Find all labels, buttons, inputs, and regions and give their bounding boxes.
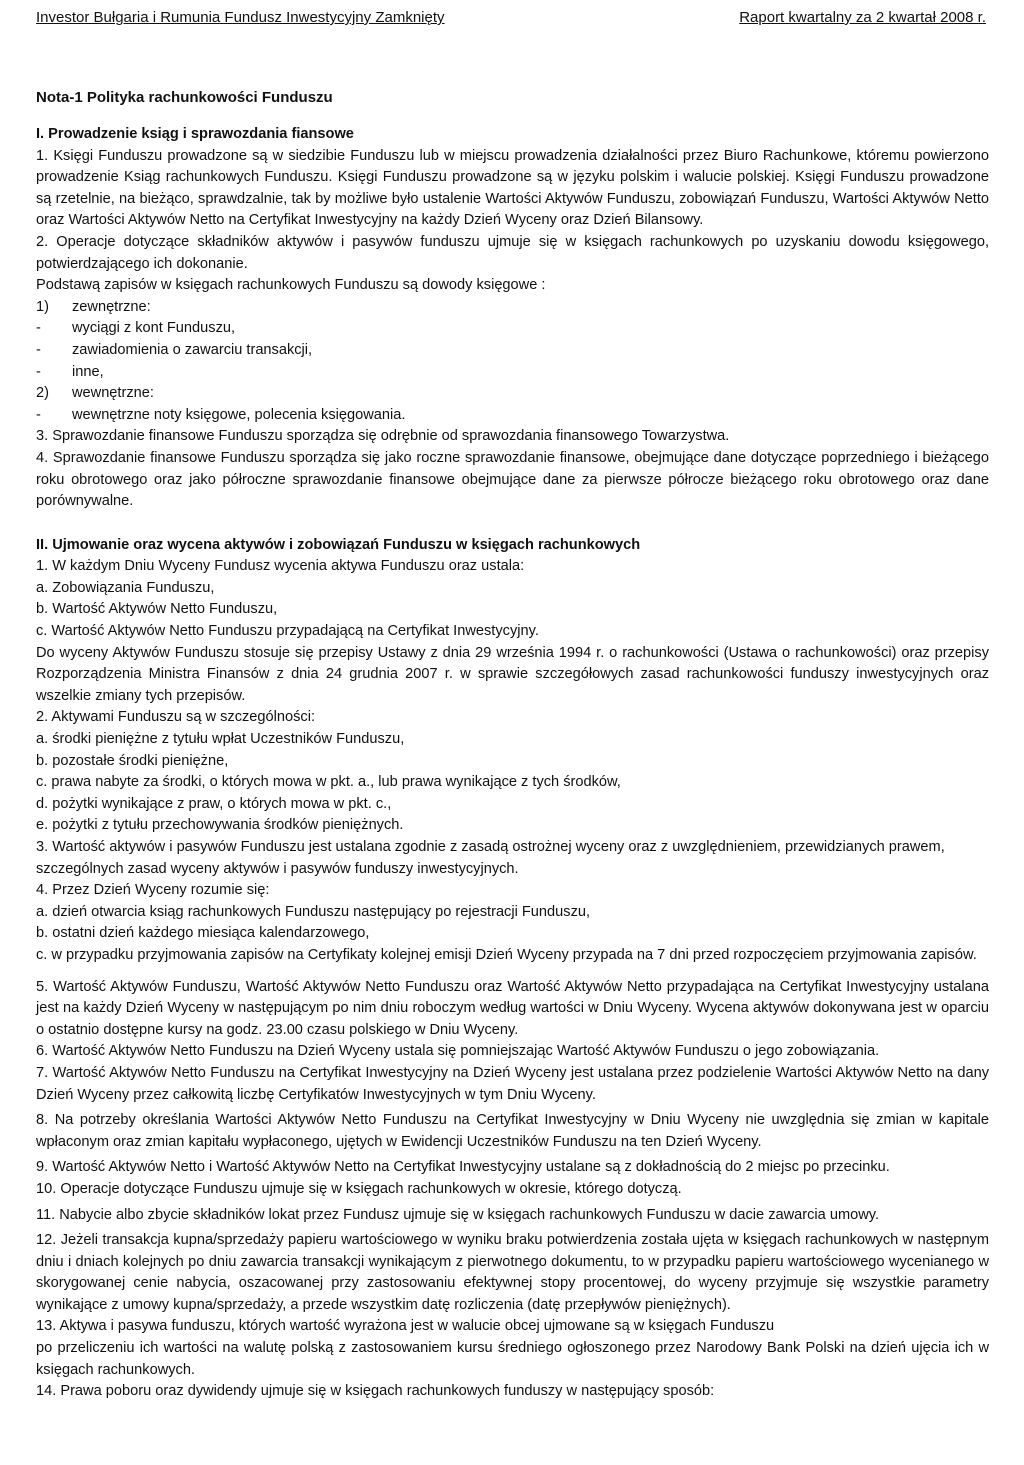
section-2-item-8: 8. Na potrzeby określania Wartości Aktywów Netto Funduszu na Certyfikat Inwestycyjny w Dniu Wyceny nie uwzględnia się zmian w kapitale wpłaconym oraz zmian kapitału wypłaconego, ujętych w Ewidencji Uczestników Funduszu na ten Dzień Wyceny. <box>36 1112 989 1150</box>
section-2-item-7: 7. Wartość Aktywów Netto Funduszu na Certyfikat Inwestycyjny na Dzień Wyceny jest ustalana przez podzielenie Wartości Aktywów Netto na dany Dzień Wyceny przez całkowitą liczbę Certyfikatów Inwestycyjnych w tym Dniu Wyceny. <box>36 1064 989 1103</box>
list-label: zewnętrzne: <box>72 298 151 315</box>
list-item-text: wyciągi z kont Funduszu, <box>72 320 236 337</box>
section-1-paragraph-1: 1. Księgi Funduszu prowadzone są w siedzibie Funduszu lub w miejscu prowadzenia działalności przez Biuro Rachunkowe, któremu powierzono prowadzenie Ksiąg rachunkowych Funduszu. Księgi Funduszu prowadzone są w języku polskim i walucie polskiej. Księgi Funduszu prowadzone są rzetelnie, na bieżąco, sprawdzalnie, tak by możliwe było ustalenie Wartości Aktywów Funduszu, zobowiązań Funduszu, Wartości Aktywów Netto oraz Wartości Aktywów Netto na Certyfikat Inwestycyjny na każdy Dzień Wyceny oraz Dzień Bilansowy. <box>36 147 989 229</box>
section-1 <box>36 124 989 1403</box>
list-item: d. pożytki wynikające z praw, o których mowa w pkt. c., <box>36 795 392 812</box>
list-item: c. prawa nabyte za środki, o których mowa w pkt. a., lub prawa wynikające z tych środków, <box>36 774 621 791</box>
section-2-item-1: 1. W każdym Dniu Wyceny Fundusz wycenia aktywa Funduszu oraz ustala: <box>36 558 525 575</box>
header-report-period: Raport kwartalny za 2 kwartał 2008 r. <box>739 9 986 26</box>
list-item <box>36 318 989 340</box>
list-item-text: wewnętrzne noty księgowe, polecenia księgowania. <box>72 406 406 423</box>
list-item: c. Wartość Aktywów Netto Funduszu przypadającą na Certyfikat Inwestycyjny. <box>36 623 539 640</box>
list-item-external <box>36 297 989 319</box>
section-2-item-14: 14. Prawa poboru oraz dywidendy ujmuje się w księgach rachunkowych funduszy w następujący sposób: <box>36 1383 715 1400</box>
list-item <box>36 362 989 384</box>
list-item: e. pożytki z tytułu przechowywania środków pieniężnych. <box>36 817 404 834</box>
list-item: b. ostatni dzień każdego miesiąca kalendarzowego, <box>36 925 370 942</box>
section-2-item-5: 5. Wartość Aktywów Funduszu, Wartość Aktywów Netto Funduszu oraz Wartość Aktywów Netto przypadająca na Certyfikat Inwestycyjny ustalana jest na każdy Dzień Wyceny w następującym po nim dniu roboczym według wartości w Dniu Wyceny. Wycena aktywów dokonywana jest w oparciu o ostatnio dostępne kursy na godz. 23.00 czasu polskiego w Dniu Wyceny. <box>36 978 989 1038</box>
note-title: Nota-1 Polityka rachunkowości Funduszu <box>36 89 333 106</box>
list-item: a. środki pieniężne z tytułu wpłat Uczestników Funduszu, <box>36 731 405 748</box>
section-2-item-13: 13. Aktywa i pasywa funduszu, których wartość wyrażona jest w walucie obcej ujmowane są w księgach Funduszu <box>36 1318 775 1335</box>
list-item: b. Wartość Aktywów Netto Funduszu, <box>36 601 278 618</box>
list-marker: 1) <box>36 298 49 315</box>
section-2-item-2: 2. Aktywami Funduszu są w szczególności: <box>36 709 316 726</box>
list-item: b. pozostałe środki pieniężne, <box>36 752 229 769</box>
list-item <box>36 340 989 362</box>
section-1-heading: I. Prowadzenie ksiąg i sprawozdania fiansowe <box>36 126 354 142</box>
section-2-item-6: 6. Wartość Aktywów Netto Funduszu na Dzień Wyceny ustala się pomniejszając Wartość Aktywów Funduszu o jego zobowiązania. <box>36 1043 880 1060</box>
dash-marker: - <box>36 363 41 380</box>
section-1-paragraph-2b: Podstawą zapisów w księgach rachunkowych Funduszu są dowody księgowe : <box>36 277 546 294</box>
list-item-text: zawiadomienia o zawarciu transakcji, <box>72 341 313 358</box>
section-1-paragraph-3: 3. Sprawozdanie finansowe Funduszu sporządza się odrębnie od sprawozdania finansowego Towarzystwa. <box>36 428 730 445</box>
section-2-heading: II. Ujmowanie oraz wycena aktywów i zobowiązań Funduszu w księgach rachunkowych <box>36 536 641 553</box>
section-2-item-13-continued: po przeliczeniu ich wartości na walutę polską z zastosowaniem kursu średniego ogłoszonego przez Narodowy Bank Polski na dzień ujęcia ich w księgach rachunkowych. <box>36 1340 989 1378</box>
list-item-internal <box>36 383 989 405</box>
section-2-item-3: 3. Wartość aktywów i pasywów Funduszu jest ustalana zgodnie z zasadą ostrożnej wyceny oraz z uwzględnieniem, przewidzianych prawem, szczególnych zasad wyceny aktywów i pasywów funduszy inwestycyjnych. <box>36 839 945 877</box>
header-fund-name: Investor Bułgaria i Rumunia Fundusz Inwestycyjny Zamknięty <box>36 9 445 26</box>
section-2-item-1-text: Do wyceny Aktywów Funduszu stosuje się przepisy Ustawy z dnia 29 września 1994 r. o rachunkowości (Ustawa o rachunkowości) oraz przepisy Rozporządzenia Ministra Finansów z dnia 24 grudnia 2007 r. w sprawie szczegółowych zasad rachunkowości funduszy inwestycyjnych oraz wszelkie zmiany tych przepisów. <box>36 644 989 704</box>
section-2-item-10: 10. Operacje dotyczące Funduszu ujmuje się w księgach rachunkowych w okresie, którego dotyczą. <box>36 1180 682 1197</box>
list-item-text: inne, <box>72 363 104 380</box>
section-2-item-9: 9. Wartość Aktywów Netto i Wartość Aktywów Netto na Certyfikat Inwestycyjny ustalane są z dokładnością do 2 miejsc po przecinku. <box>36 1159 890 1176</box>
list-marker: 2) <box>36 385 49 402</box>
section-1-paragraph-4: 4. Sprawozdanie finansowe Funduszu sporządza się jako roczne sprawozdanie finansowe, obejmujące dane dotyczące poprzedniego i bieżącego roku obrotowego oraz jako półroczne sprawozdanie finansowe obejmujące dane za pierwsze półrocze bieżącego roku obrotowego oraz dane porównywalne. <box>36 449 989 510</box>
list-item: c. w przypadku przyjmowania zapisów na Certyfikaty kolejnej emisji Dzień Wyceny przypada na 7 dni przed rozpoczęciem przyjmowania zapisów. <box>36 946 977 963</box>
list-label: wewnętrzne: <box>72 385 154 402</box>
list-item: a. Zobowiązania Funduszu, <box>36 579 215 596</box>
dash-marker: - <box>36 406 41 423</box>
list-item <box>36 405 989 427</box>
dash-marker: - <box>36 320 41 337</box>
section-2-item-11: 11. Nabycie albo zbycie składników lokat przez Fundusz ujmuje się w księgach rachunkowych Funduszu w dacie zawarcia umowy. <box>36 1206 880 1223</box>
dash-marker: - <box>36 341 41 358</box>
section-1-paragraph-2: 2. Operacje dotyczące składników aktywów i pasywów funduszu ujmuje się w księgach rachunkowych po uzyskaniu dowodu księgowego, potwierdzającego ich dokonanie. <box>36 233 989 272</box>
list-item: a. dzień otwarcia ksiąg rachunkowych Funduszu następujący po rejestracji Funduszu, <box>36 903 591 920</box>
section-2-item-12: 12. Jeżeli transakcja kupna/sprzedaży papieru wartościowego w wyniku braku potwierdzenia została ujęta w księgach rachunkowych w następnym dniu i dniach kolejnych po dniu zawarcia transakcji wynikającym z pierwotnego dokumentu, to w przypadku papieru wartościowego wycenianego w skorygowanej cenie nabycia, oszacowanej przy zastosowaniu efektywnej stopy procentowej, do wyceny przyjmuje się wszystkie parametry wynikające z umowy kupna/sprzedaży, a przede wszystkim datę rozliczenia (datę przepływów pieniężnych). <box>36 1232 989 1313</box>
section-2-item-4: 4. Przez Dzień Wyceny rozumie się: <box>36 882 270 899</box>
